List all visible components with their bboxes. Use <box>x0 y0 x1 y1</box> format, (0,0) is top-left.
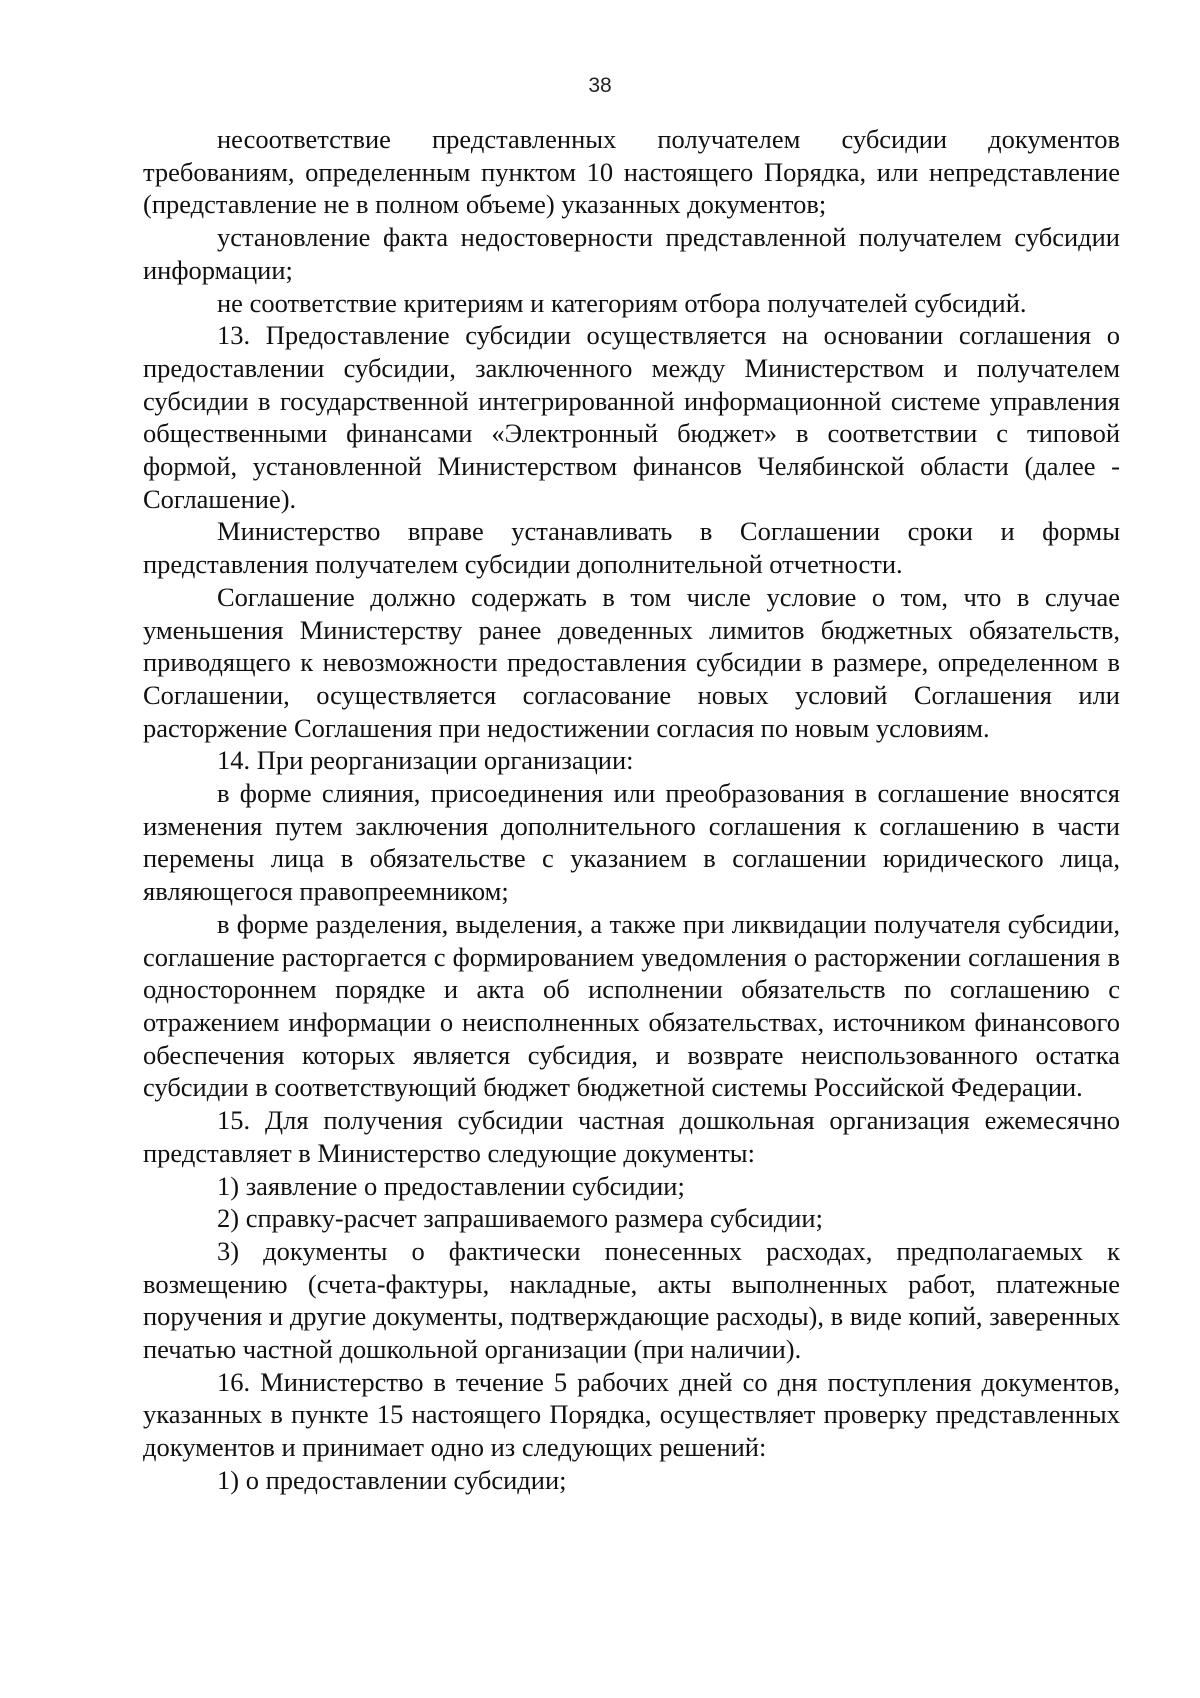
paragraph-unreliable-info: установление факта недостоверности представленной получателем субсидии информации; <box>143 222 1120 285</box>
list-item-calculation: 2) справку-расчет запрашиваемого размера субсидии; <box>217 1203 823 1234</box>
paragraph-15-documents: 15. Для получения субсидии частная дошкольная организация ежемесячно представляет в Министерство следующие документы: <box>143 1105 1120 1168</box>
paragraph-14-reorganization: 14. При реорганизации организации: <box>217 745 634 776</box>
paragraph-merger: в форме слияния, присоединения или преобразования в соглашение вносятся изменения путем заключения дополнительного соглашения к соглашению в части перемены лица в обязательстве с указанием в соглашении юридического лица, являющегося правопреемником; <box>143 778 1120 907</box>
page-number: 38 <box>588 74 612 97</box>
document-body <box>143 123 1120 1497</box>
paragraph-nonconformity: несоответствие представленных получателем субсидии документов требованиям, определенным пунктом 10 настоящего Порядка, или непредставление (представление не в полном объеме) указанных документов; <box>143 124 1120 220</box>
paragraph-13-agreement: 13. Предоставление субсидии осуществляется на основании соглашения о предоставлении субсидии, заключенного между Министерством и получателем субсидии в государственной интегрированной информационной системе управления общественными финансами «Электронный бюджет» в соответствии с типовой формой, установленной Министерством финансов Челябинской области (далее - Соглашение). <box>143 320 1120 514</box>
paragraph-division-liquidation: в форме разделения, выделения, а также при ликвидации получателя субсидии, соглашение расторгается с формированием уведомления о расторжении соглашения в одностороннем порядке и акта об исполнении обязательств по соглашению с отражением информации о неисполненных обязательствах, источником финансового обеспечения которых является субсидия, и возврате неиспользованного остатка субсидии в соответствующий бюджет бюджетной системы Российской Федерации. <box>143 908 1120 1103</box>
paragraph-agreement-conditions: Соглашение должно содержать в том числе условие о том, что в случае уменьшения Министерству ранее доведенных лимитов бюджетных обязательств, приводящего к невозможности предоставления субсидии в размере, определенном в Соглашении, осуществляется согласование новых условий Соглашения или расторжение Соглашения при недостижении согласия по новым условиям. <box>143 581 1120 743</box>
list-item-decision-grant: 1) о предоставлении субсидии; <box>217 1464 567 1495</box>
list-item-application: 1) заявление о предоставлении субсидии; <box>217 1170 685 1201</box>
paragraph-criteria-mismatch: не соответствие критериям и категориям отбора получателей субсидий. <box>217 287 1027 318</box>
paragraph-16-review: 16. Министерство в течение 5 рабочих дней со дня поступления документов, указанных в пункте 15 настоящего Порядка, осуществляет проверку представленных документов и принимает одно из следующих решений: <box>143 1366 1120 1463</box>
list-item-expense-documents: 3) документы о фактически понесенных расходах, предполагаемых к возмещению (счета-фактуры, накладные, акты выполненных работ, платежные поручения и другие документы, подтверждающие расходы), в виде копий, заверенных печатью частной дошкольной организации (при наличии). <box>143 1235 1120 1365</box>
paragraph-reporting: Министерство вправе устанавливать в Соглашении сроки и формы представления получателем субсидии дополнительной отчетности. <box>143 516 1120 580</box>
